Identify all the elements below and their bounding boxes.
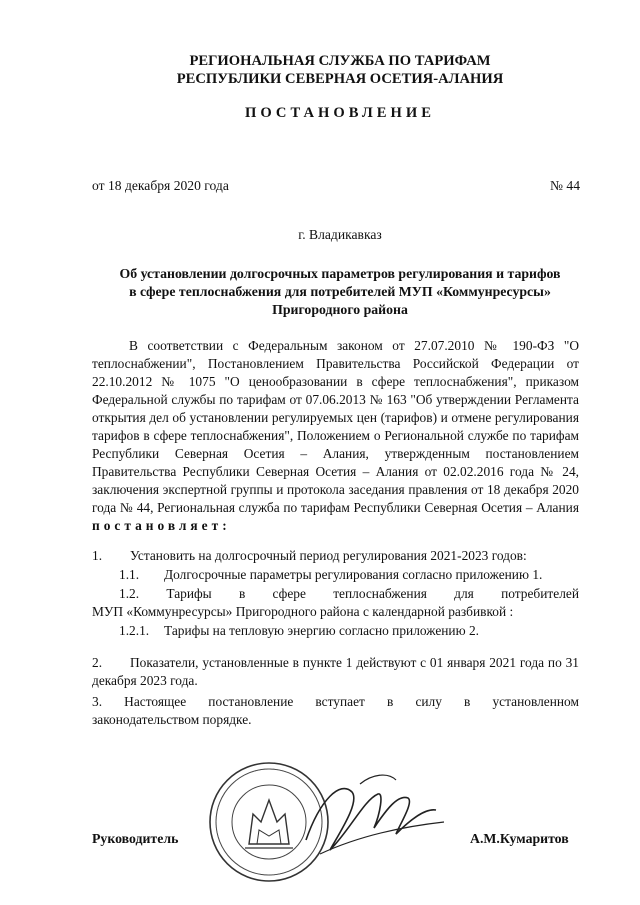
list-item-1-2-1 xyxy=(119,622,579,640)
signatory-title: Руководитель xyxy=(92,831,179,846)
item-word: вступает xyxy=(315,694,365,709)
subject-line-2: в сфере теплоснабжения для потребителей МУП «Коммунресурсы» xyxy=(129,284,551,299)
item-word: в xyxy=(238,586,246,601)
list-item-1-2 xyxy=(92,585,579,621)
item-continuation: законодательством порядке. xyxy=(92,712,252,727)
document-type: ПОСТАНОВЛЕНИЕ xyxy=(245,105,435,121)
list-item-1 xyxy=(92,547,579,565)
issuer-line-2: РЕСПУБЛИКИ СЕВЕРНАЯ ОСЕТИЯ-АЛАНИЯ xyxy=(176,71,504,87)
city: г. Владикавказ xyxy=(298,227,382,242)
item-first-line xyxy=(92,693,579,711)
item-number: 1.2. xyxy=(119,586,140,601)
issuer-line-1: РЕГИОНАЛЬНАЯ СЛУЖБА ПО ТАРИФАМ xyxy=(189,53,491,69)
item-word: постановление xyxy=(208,694,294,709)
issuer-header xyxy=(90,52,590,88)
document-date: от 18 декабря 2020 года xyxy=(92,178,229,193)
item-text: Установить на долгосрочный период регулирования 2021-2023 годов: xyxy=(130,548,527,563)
item-first-line xyxy=(92,585,579,603)
item-word: сфере xyxy=(272,586,306,601)
list-item-2 xyxy=(92,654,579,690)
item-word: в xyxy=(464,694,471,709)
decree-word: постановляет: xyxy=(92,518,231,533)
document-number: № 44 xyxy=(550,178,580,193)
list-item-1-1 xyxy=(119,566,579,584)
date-number-line xyxy=(92,177,580,195)
subject-line-1: Об установлении долгосрочных параметров регулирования и тарифов xyxy=(119,266,561,281)
preamble-text: В соответствии с Федеральным законом от 27.07.2010 № 190-ФЗ "О теплоснабжении", Постановлением Правительства Российской Федерации от 22.10.2012 № 1075 "О ценообразовании в сфере теплоснабжения", приказом Федеральной службы по тарифам от 07.06.2013 № 163 "Об утверждении Регламента открытия дел об установлении регулируемых цен (тарифов) и отмене регулирования тарифов в сфере теплоснабжения", Положением о Региональной службе по тарифам Республики Северная Осетия – Алания, утвержденным постановлением Правительства Республики Северная Осетия – Алания от 02.02.2016 года № 24, заключения экспертной группы и протокола заседания правления от 18 декабря 2020 года № 44, Региональная служба по тарифам Республики Северная Осетия – Алания xyxy=(92,338,579,515)
item-word: для xyxy=(454,586,474,601)
item-number: 1.2.1. xyxy=(119,623,150,638)
item-word: потребителей xyxy=(501,586,579,601)
subject-line-3: Пригородного района xyxy=(272,302,408,317)
item-word: Тарифы xyxy=(166,586,212,601)
preamble-paragraph xyxy=(92,337,579,535)
item-text: Показатели, установленные в пункте 1 действуют с 01 января 2021 года по 31 декабря 2023 года. xyxy=(92,655,579,688)
item-word: в xyxy=(387,694,394,709)
item-text: Тарифы на тепловую энергию согласно приложению 2. xyxy=(164,623,479,638)
item-word: теплоснабжения xyxy=(333,586,427,601)
item-word: Настоящее xyxy=(124,694,187,709)
item-number: 2. xyxy=(92,655,103,670)
handwritten-signature-icon xyxy=(300,770,450,862)
signatory-name: А.М.Кумаритов xyxy=(470,831,569,846)
item-text: Долгосрочные параметры регулирования согласно приложению 1. xyxy=(164,567,543,582)
item-word: силу xyxy=(415,694,442,709)
item-number: 1. xyxy=(92,548,103,563)
item-continuation: МУП «Коммунресурсы» Пригородного района с календарной разбивкой : xyxy=(92,604,514,619)
item-word: установленном xyxy=(492,694,579,709)
list-item-3 xyxy=(92,693,579,729)
item-number: 3. xyxy=(92,694,103,709)
document-subject xyxy=(110,265,570,319)
item-number: 1.1. xyxy=(119,567,140,582)
